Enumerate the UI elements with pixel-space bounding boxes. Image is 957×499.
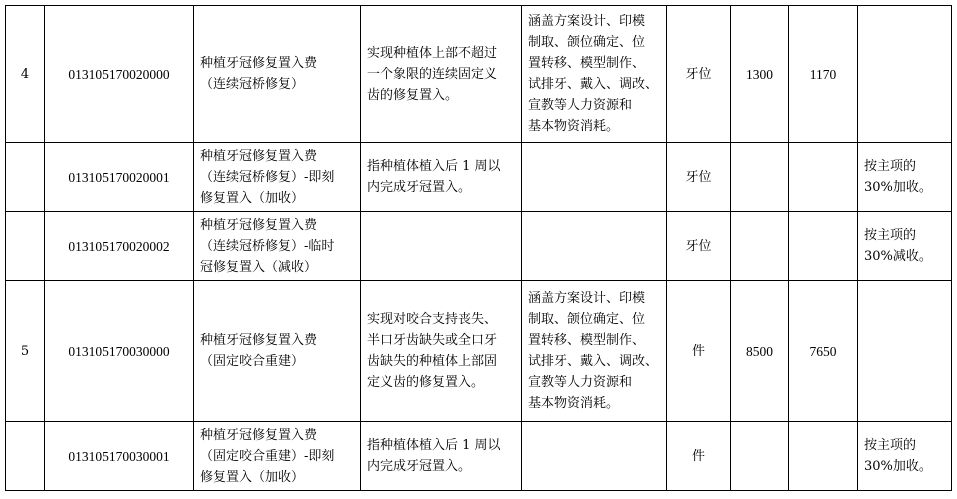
row-seq (6, 422, 45, 491)
item-connotation: 实现对咬合支持丧失、 半口牙齿缺失或全口牙 齿缺失的种植体上部固 定义齿的修复置入。 (361, 281, 522, 422)
item-price-2 (789, 143, 858, 212)
item-note: 按主项的 30%加收。 (858, 143, 952, 212)
item-unit: 件 (667, 281, 731, 422)
item-note: 按主项的 30%加收。 (858, 422, 952, 491)
item-unit: 件 (667, 422, 731, 491)
item-code: 013105170030001 (45, 422, 194, 491)
item-unit: 牙位 (667, 212, 731, 281)
item-name: 种植牙冠修复置入费 （连续冠桥修复）-即刻 修复置入（加收） (194, 143, 361, 212)
item-price-1 (731, 143, 789, 212)
item-price-1: 1300 (731, 6, 789, 143)
item-price-1 (731, 422, 789, 491)
item-connotation: 实现种植体上部不超过 一个象限的连续固定义 齿的修复置入。 (361, 6, 522, 143)
item-connotation: 指种植体植入后 1 周以 内完成牙冠置入。 (361, 422, 522, 491)
item-name: 种植牙冠修复置入费 （连续冠桥修复）-临时 冠修复置入（减收） (194, 212, 361, 281)
item-content (522, 212, 667, 281)
item-price-2: 7650 (789, 281, 858, 422)
row-seq: 4 (6, 6, 45, 143)
item-note (858, 281, 952, 422)
item-price-1 (731, 212, 789, 281)
item-price-1: 8500 (731, 281, 789, 422)
item-price-2 (789, 422, 858, 491)
item-content: 涵盖方案设计、印模 制取、颌位确定、位 置转移、模型制作、 试排牙、戴入、调改、 宣教等人力资源和 基本物资消耗。 (522, 281, 667, 422)
item-name: 种植牙冠修复置入费 （连续冠桥修复） (194, 6, 361, 143)
row-seq (6, 212, 45, 281)
item-code: 013105170020002 (45, 212, 194, 281)
row-seq (6, 143, 45, 212)
item-name: 种植牙冠修复置入费 （固定咬合重建）-即刻 修复置入（加收） (194, 422, 361, 491)
table-row (6, 6, 952, 143)
item-content (522, 143, 667, 212)
item-code: 013105170030000 (45, 281, 194, 422)
item-code: 013105170020001 (45, 143, 194, 212)
row-seq: 5 (6, 281, 45, 422)
item-note: 按主项的 30%减收。 (858, 212, 952, 281)
item-content (522, 422, 667, 491)
table-row (6, 143, 952, 212)
table-row (6, 281, 952, 422)
item-name: 种植牙冠修复置入费 （固定咬合重建） (194, 281, 361, 422)
item-unit: 牙位 (667, 143, 731, 212)
item-unit: 牙位 (667, 6, 731, 143)
item-price-2: 1170 (789, 6, 858, 143)
item-connotation: 指种植体植入后 1 周以 内完成牙冠置入。 (361, 143, 522, 212)
item-code: 013105170020000 (45, 6, 194, 143)
item-note (858, 6, 952, 143)
fee-table (5, 5, 952, 491)
table-row (6, 212, 952, 281)
table-row (6, 422, 952, 491)
item-price-2 (789, 212, 858, 281)
item-connotation (361, 212, 522, 281)
item-content: 涵盖方案设计、印模 制取、颌位确定、位 置转移、模型制作、 试排牙、戴入、调改、 宣教等人力资源和 基本物资消耗。 (522, 6, 667, 143)
